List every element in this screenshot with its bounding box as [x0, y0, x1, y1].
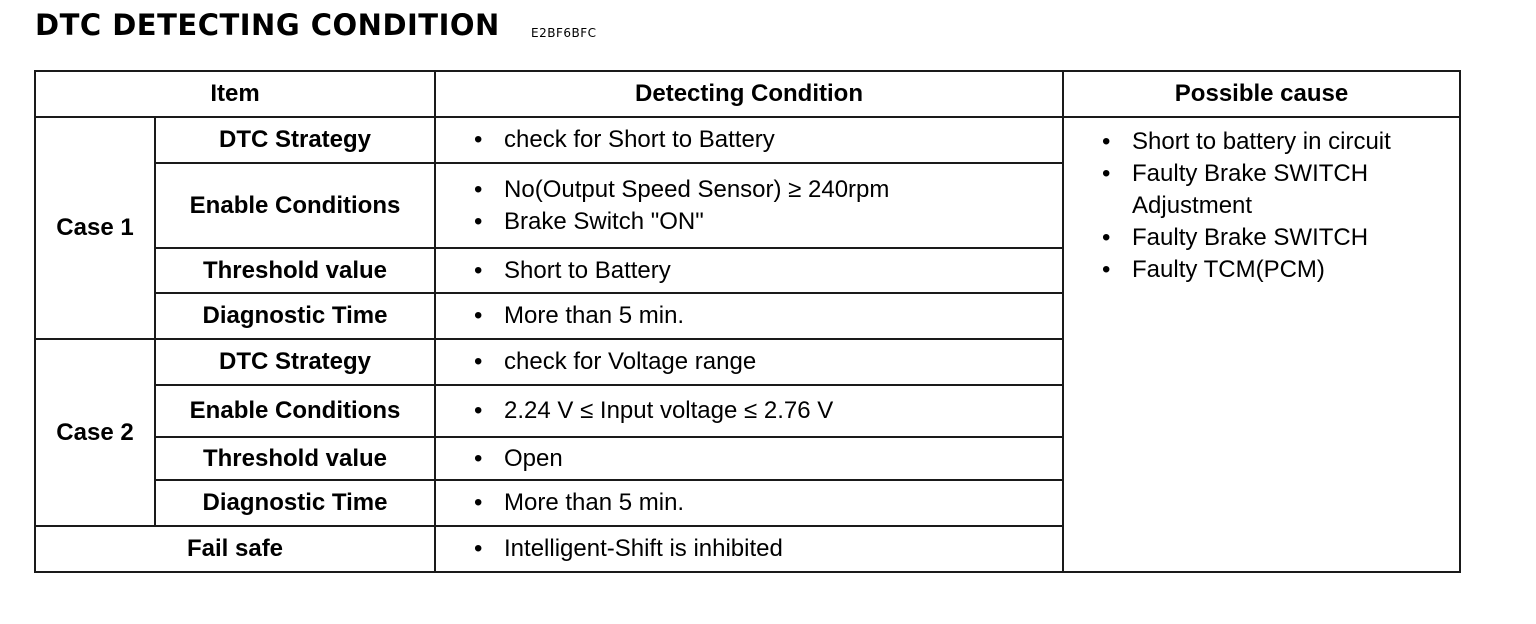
- condition-item: • check for Short to Battery: [474, 124, 1062, 156]
- condition-cell: [435, 526, 1063, 572]
- cause-item: • Faulty Brake SWITCH Adjustment: [1102, 158, 1459, 222]
- header-item: Item: [35, 71, 435, 117]
- condition-item: • Short to Battery: [474, 255, 1062, 287]
- condition-cell: [435, 437, 1063, 480]
- cause-item: • Faulty TCM(PCM): [1102, 254, 1459, 286]
- case-2-label: Case 2: [35, 339, 155, 526]
- page-title: DTC DETECTING CONDITION: [35, 8, 500, 42]
- condition-item: • No(Output Speed Sensor) ≥ 240rpm: [474, 174, 1062, 206]
- row-label: DTC Strategy: [155, 339, 435, 385]
- table-row: [35, 117, 1460, 163]
- dtc-table: [34, 70, 1461, 573]
- document-code: E2BF6BFC: [531, 26, 597, 40]
- header-possible-cause: Possible cause: [1063, 71, 1460, 117]
- condition-item: • Brake Switch "ON": [474, 206, 1062, 238]
- row-label: Diagnostic Time: [155, 480, 435, 526]
- condition-item: • Open: [474, 443, 1062, 475]
- condition-cell: [435, 385, 1063, 437]
- row-label: Enable Conditions: [155, 385, 435, 437]
- possible-cause-cell: [1063, 117, 1460, 572]
- cause-item: • Short to battery in circuit: [1102, 126, 1459, 158]
- cause-item: • Faulty Brake SWITCH: [1102, 222, 1459, 254]
- condition-cell: [435, 293, 1063, 339]
- condition-cell: [435, 480, 1063, 526]
- row-label: Threshold value: [155, 248, 435, 293]
- fail-safe-label: Fail safe: [35, 526, 435, 572]
- condition-item: • More than 5 min.: [474, 300, 1062, 332]
- condition-cell: [435, 339, 1063, 385]
- row-label: Threshold value: [155, 437, 435, 480]
- row-label: DTC Strategy: [155, 117, 435, 163]
- row-label: Enable Conditions: [155, 163, 435, 248]
- condition-item: • More than 5 min.: [474, 487, 1062, 519]
- case-1-label: Case 1: [35, 117, 155, 339]
- condition-item: • Intelligent-Shift is inhibited: [474, 533, 1062, 565]
- condition-cell: [435, 163, 1063, 248]
- row-label: Diagnostic Time: [155, 293, 435, 339]
- table-header-row: [35, 71, 1460, 117]
- condition-item: • 2.24 V ≤ Input voltage ≤ 2.76 V: [474, 395, 1062, 427]
- condition-item: • check for Voltage range: [474, 346, 1062, 378]
- header-detecting-condition: Detecting Condition: [435, 71, 1063, 117]
- condition-cell: [435, 248, 1063, 293]
- condition-cell: [435, 117, 1063, 163]
